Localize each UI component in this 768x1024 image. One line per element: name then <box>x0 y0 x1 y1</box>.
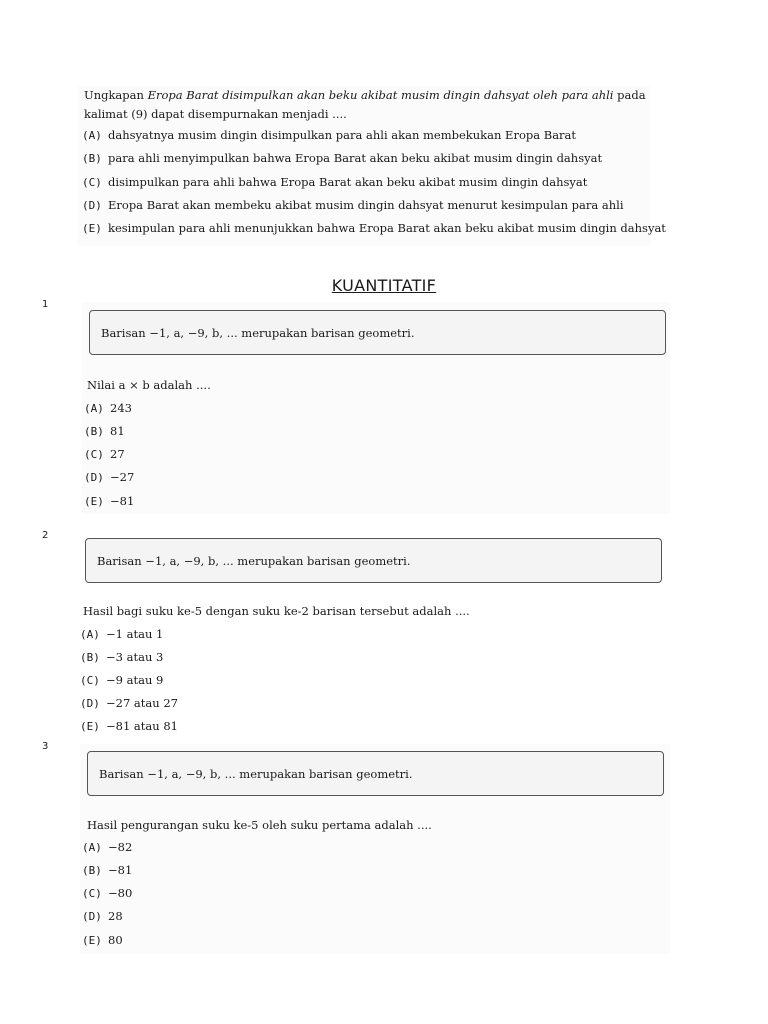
question-1-option-a[interactable]: (A) 243 <box>84 401 132 415</box>
intro-option-d[interactable]: (D) Eropa Barat akan membeku akibat musim dingin dahsyat menurut kesimpulan para ahli <box>82 198 624 212</box>
question-2-premise-box: Barisan −1, a, −9, b, ... merupakan barisan geometri. <box>85 538 662 583</box>
question-2-text: Hasil bagi suku ke-5 dengan suku ke-2 barisan tersebut adalah .... <box>83 604 470 618</box>
question-1-text: Nilai a × b adalah .... <box>87 378 211 392</box>
question-number: 1 <box>42 299 49 310</box>
question-1-option-c[interactable]: (C) 27 <box>84 447 125 461</box>
question-3-option-a[interactable]: (A) −82 <box>82 840 133 854</box>
question-1-premise-box: Barisan −1, a, −9, b, ... merupakan barisan geometri. <box>89 310 666 355</box>
intro-stem-line2: kalimat (9) dapat disempurnakan menjadi .... <box>84 107 347 121</box>
question-3-option-e[interactable]: (E) 80 <box>82 933 123 947</box>
question-3-text: Hasil pengurangan suku ke-5 oleh suku pertama adalah .... <box>87 818 432 832</box>
question-3-option-d[interactable]: (D) 28 <box>82 909 123 923</box>
intro-option-a[interactable]: (A) dahsyatnya musim dingin disimpulkan para ahli akan membekukan Eropa Barat <box>82 128 577 142</box>
question-number: 2 <box>42 530 49 541</box>
question-1-option-b[interactable]: (B) 81 <box>84 424 125 438</box>
question-2-option-e[interactable]: (E) −81 atau 81 <box>80 719 178 733</box>
question-2-option-b[interactable]: (B) −3 atau 3 <box>80 650 164 664</box>
question-2-option-d[interactable]: (D) −27 atau 27 <box>80 696 178 710</box>
question-1-option-d[interactable]: (D) −27 <box>84 470 135 484</box>
question-3-premise-box: Barisan −1, a, −9, b, ... merupakan barisan geometri. <box>87 751 664 796</box>
question-3-option-c[interactable]: (C) −80 <box>82 886 133 900</box>
intro-stem-italic: Eropa Barat disimpulkan akan beku akibat musim dingin dahsyat oleh para ahli <box>147 88 614 102</box>
intro-stem-line1: Ungkapan Eropa Barat disimpulkan akan beku akibat musim dingin dahsyat oleh para ahli pada <box>84 88 646 102</box>
intro-option-c[interactable]: (C) disimpulkan para ahli bahwa Eropa Barat akan beku akibat musim dingin dahsyat <box>82 175 588 189</box>
question-number: 3 <box>42 741 49 752</box>
question-1-option-e[interactable]: (E) −81 <box>84 494 135 508</box>
section-title: KUANTITATIF <box>331 276 437 295</box>
question-2-option-a[interactable]: (A) −1 atau 1 <box>80 627 164 641</box>
question-3-option-b[interactable]: (B) −81 <box>82 863 133 877</box>
question-2-option-c[interactable]: (C) −9 atau 9 <box>80 673 164 687</box>
intro-option-b[interactable]: (B) para ahli menyimpulkan bahwa Eropa Barat akan beku akibat musim dingin dahsyat <box>82 151 603 165</box>
intro-option-e[interactable]: (E) kesimpulan para ahli menunjukkan bahwa Eropa Barat akan beku akibat musim dingin dahsyat <box>82 221 666 235</box>
